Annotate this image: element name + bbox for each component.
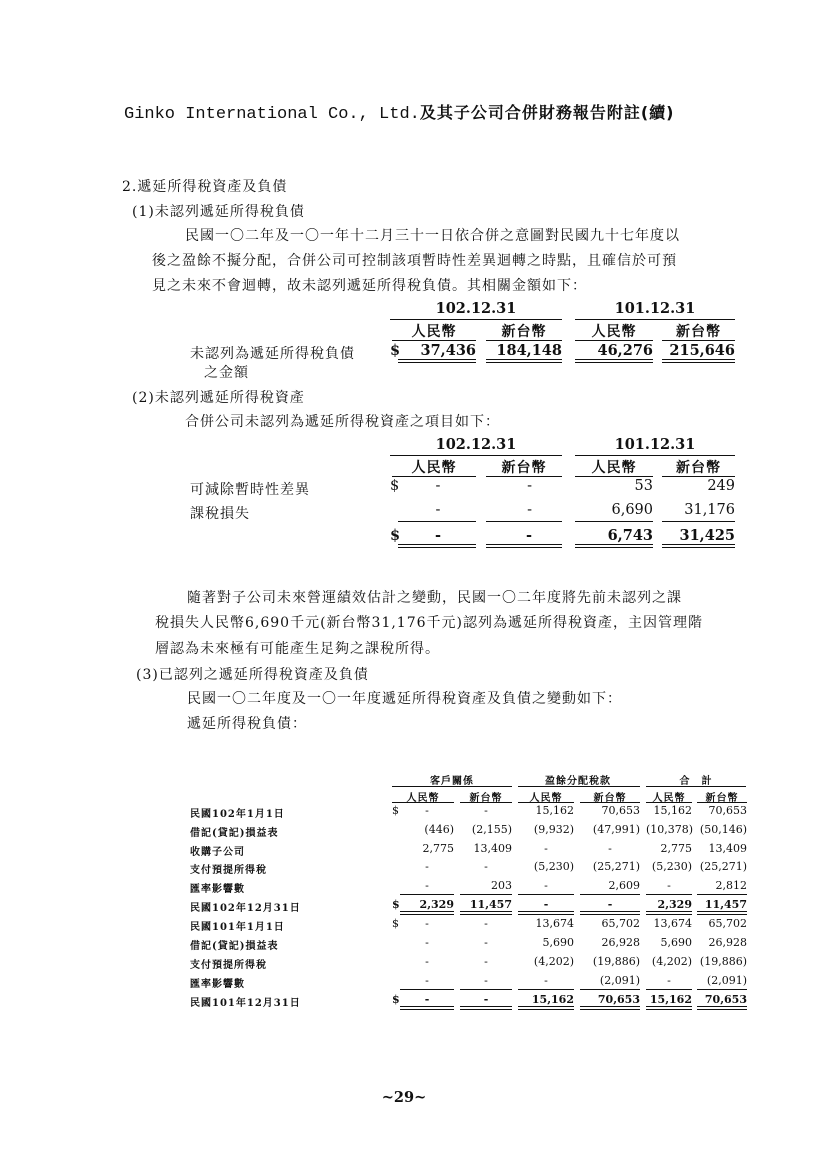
total-cell: -	[525, 527, 532, 544]
dollar-sign: $	[390, 478, 400, 494]
row-label: 借記(貸記)損益表	[190, 941, 279, 952]
subsection-3-intro: 民國一〇二年度及一〇一年度遞延所得稅資產及負債之變動如下：	[187, 691, 622, 707]
currency-header: 人民幣	[529, 793, 563, 804]
group-header: 客戶關係	[430, 776, 474, 787]
table-cell: 2,609	[608, 879, 640, 892]
table-cell: -	[484, 917, 488, 930]
row-label: 民國102年1月1日	[190, 809, 285, 820]
table-cell: 2,329	[419, 898, 454, 911]
dollar-sign: $	[390, 342, 401, 359]
table-cell: -	[425, 955, 429, 968]
table-cell: 13,409	[473, 842, 512, 855]
table-cell: -	[484, 860, 488, 873]
row-label: 支付預提所得稅	[190, 865, 267, 876]
currency-header: 新台幣	[593, 793, 627, 804]
company-name: Ginko International Co., Ltd.	[124, 105, 420, 124]
table-cell: 70,653	[708, 804, 747, 817]
table-cell: 2,775	[422, 842, 454, 855]
table-cell: -	[424, 993, 430, 1006]
table-cell: (4,202)	[651, 955, 692, 968]
table-cell: 65,702	[708, 917, 747, 930]
currency-header: 人民幣	[411, 460, 457, 476]
currency-header: 人民幣	[406, 793, 440, 804]
table-cell: -	[425, 860, 429, 873]
currency-header: 新台幣	[501, 324, 547, 340]
table-cell: 2,775	[660, 842, 692, 855]
table-cell: 15,162	[531, 993, 574, 1006]
row-label: 借記(貸記)損益表	[190, 828, 279, 839]
table-cell: 6,690	[611, 502, 653, 518]
table-cell: 249	[707, 478, 735, 494]
section-title: 2.遞延所得稅資產及負債	[122, 179, 288, 195]
table-cell: 70,653	[601, 804, 640, 817]
table-cell: 31,176	[684, 502, 735, 518]
row-label: 可減除暫時性差異	[190, 482, 310, 498]
table-cell: 5,690	[542, 936, 574, 949]
table-cell: -	[484, 955, 488, 968]
table-cell: (2,091)	[599, 974, 640, 987]
table-cell: -	[667, 879, 671, 892]
table-cell: -	[608, 842, 612, 855]
table-cell: -	[527, 478, 532, 494]
table-cell: -	[667, 974, 671, 987]
table-cell: -	[544, 974, 548, 987]
subsection-2-intro: 合併公司未認列為遞延所得稅資產之項目如下：	[185, 414, 500, 430]
table-cell: 2,329	[657, 898, 692, 911]
table-cell: -	[543, 898, 549, 911]
row-label: 匯率影響數	[190, 884, 245, 895]
table-cell: 15,162	[535, 804, 574, 817]
table-cell: -	[484, 974, 488, 987]
table-cell: 26,928	[601, 936, 640, 949]
currency-header: 新台幣	[676, 324, 721, 340]
table-cell: (25,271)	[699, 860, 747, 873]
table-cell: -	[607, 898, 613, 911]
table-cell: -	[425, 974, 429, 987]
total-cell: 6,743	[607, 527, 653, 544]
currency-header: 新台幣	[501, 460, 547, 476]
row-label: 未認列為遞延所得稅負債	[190, 346, 355, 362]
table-cell: (446)	[424, 823, 454, 836]
row-label: 課稅損失	[190, 506, 250, 522]
table-cell: (50,146)	[699, 823, 747, 836]
currency-header: 人民幣	[652, 793, 686, 804]
table-cell: -	[483, 993, 489, 1006]
page-number: ~29~	[381, 1089, 427, 1106]
subsection-1-title: (1)未認列遞延所得稅負債	[132, 204, 305, 220]
currency-header: 人民幣	[591, 324, 637, 340]
table-cell: -	[425, 936, 429, 949]
table-cell: -	[484, 936, 488, 949]
row-label: 匯率影響數	[190, 979, 245, 990]
subsection-2-para-line-2: 稅損失人民幣6,690千元(新台幣31,176千元)認列為遞延所得稅資產，主因管理階	[155, 615, 703, 631]
period-header: 101.12.31	[614, 436, 696, 453]
row-label: 民國101年1月1日	[190, 922, 285, 933]
table-cell: -	[527, 502, 532, 518]
row-label: 支付預提所得稅	[190, 960, 267, 971]
period-header: 102.12.31	[435, 436, 517, 453]
currency-header: 新台幣	[705, 793, 739, 804]
page-header	[124, 100, 675, 124]
table-cell: -	[425, 917, 429, 930]
table-cell: 11,457	[469, 898, 512, 911]
table-cell: 70,653	[704, 993, 747, 1006]
period-header: 102.12.31	[435, 300, 517, 317]
table-cell: (5,230)	[533, 860, 574, 873]
subsection-1-para-line-3: 見之未來不會迴轉，故未認列遞延所得稅負債。其相關金額如下：	[152, 278, 587, 294]
table-cell: 26,928	[708, 936, 747, 949]
table-cell: 2,812	[715, 879, 747, 892]
table-cell: 65,702	[601, 917, 640, 930]
table-cell: 13,674	[653, 917, 692, 930]
total-cell: 31,425	[679, 527, 735, 544]
table-cell: (2,091)	[706, 974, 747, 987]
table-cell: 70,653	[597, 993, 640, 1006]
table-cell: 184,148	[496, 342, 562, 359]
subsection-2-para-line-3: 層認為未來極有可能產生足夠之課稅所得。	[155, 641, 440, 657]
row-label: 收購子公司	[190, 847, 245, 858]
table-cell: -	[435, 502, 441, 518]
table-cell: 53	[634, 478, 653, 494]
subsection-1-para-line-2: 後之盈餘不擬分配，合併公司可控制該項暫時性差異迴轉之時點，且確信於可預	[152, 253, 677, 269]
subsection-2-para-line-1: 隨著對子公司未來營運績效估計之變動，民國一〇二年度將先前未認列之課	[187, 590, 682, 606]
table-cell: (4,202)	[533, 955, 574, 968]
header-title: 及其子公司合併財務報告附註(續)	[419, 103, 675, 122]
dollar-sign: $	[392, 804, 399, 817]
period-header: 101.12.31	[614, 300, 696, 317]
group-header: 盈餘分配稅款	[545, 776, 611, 787]
subsection-1-para-line-1: 民國一〇二年及一〇一年十二月三十一日依合併之意圖對民國九十七年度以	[185, 228, 680, 244]
table-cell: 37,436	[420, 342, 476, 359]
table-cell: 11,457	[704, 898, 747, 911]
table-cell: (10,378)	[646, 823, 694, 836]
table-cell: 13,674	[535, 917, 574, 930]
table-cell: -	[484, 804, 488, 817]
row-label: 民國101年12月31日	[190, 998, 301, 1009]
row-label: 之金額	[204, 365, 249, 381]
table-cell: 15,162	[653, 804, 692, 817]
table-cell: (19,886)	[699, 955, 747, 968]
table-cell: -	[425, 879, 429, 892]
table-cell: 203	[491, 879, 512, 892]
group-header: 合 計	[679, 776, 713, 787]
table-cell: (5,230)	[651, 860, 692, 873]
currency-header: 人民幣	[591, 460, 637, 476]
subsection-3-title: (3)已認列之遞延所得稅資產及負債	[136, 667, 369, 683]
table-cell: 46,276	[597, 342, 653, 359]
dollar-sign: $	[390, 527, 401, 544]
table-cell: (2,155)	[471, 823, 512, 836]
currency-header: 人民幣	[411, 324, 457, 340]
total-cell: -	[434, 527, 442, 544]
table-cell: 215,646	[669, 342, 735, 359]
table-cell: 5,690	[660, 936, 692, 949]
row-label: 民國102年12月31日	[190, 903, 301, 914]
table-cell: -	[544, 842, 548, 855]
table-cell: (19,886)	[592, 955, 640, 968]
table-cell: (47,991)	[592, 823, 640, 836]
currency-header: 新台幣	[676, 460, 721, 476]
table-cell: 15,162	[649, 993, 692, 1006]
currency-header: 新台幣	[469, 793, 503, 804]
table-cell: -	[544, 879, 548, 892]
table-cell: -	[435, 478, 441, 494]
dollar-sign: $	[392, 898, 400, 911]
dollar-sign: $	[392, 993, 400, 1006]
table-cell: -	[425, 804, 429, 817]
table-cell: 13,409	[708, 842, 747, 855]
subsection-3-label: 遞延所得稅負債：	[187, 716, 307, 732]
table-cell: (25,271)	[592, 860, 640, 873]
table-cell: (9,932)	[533, 823, 574, 836]
dollar-sign: $	[392, 917, 399, 930]
subsection-2-title: (2)未認列遞延所得稅資產	[132, 390, 305, 406]
